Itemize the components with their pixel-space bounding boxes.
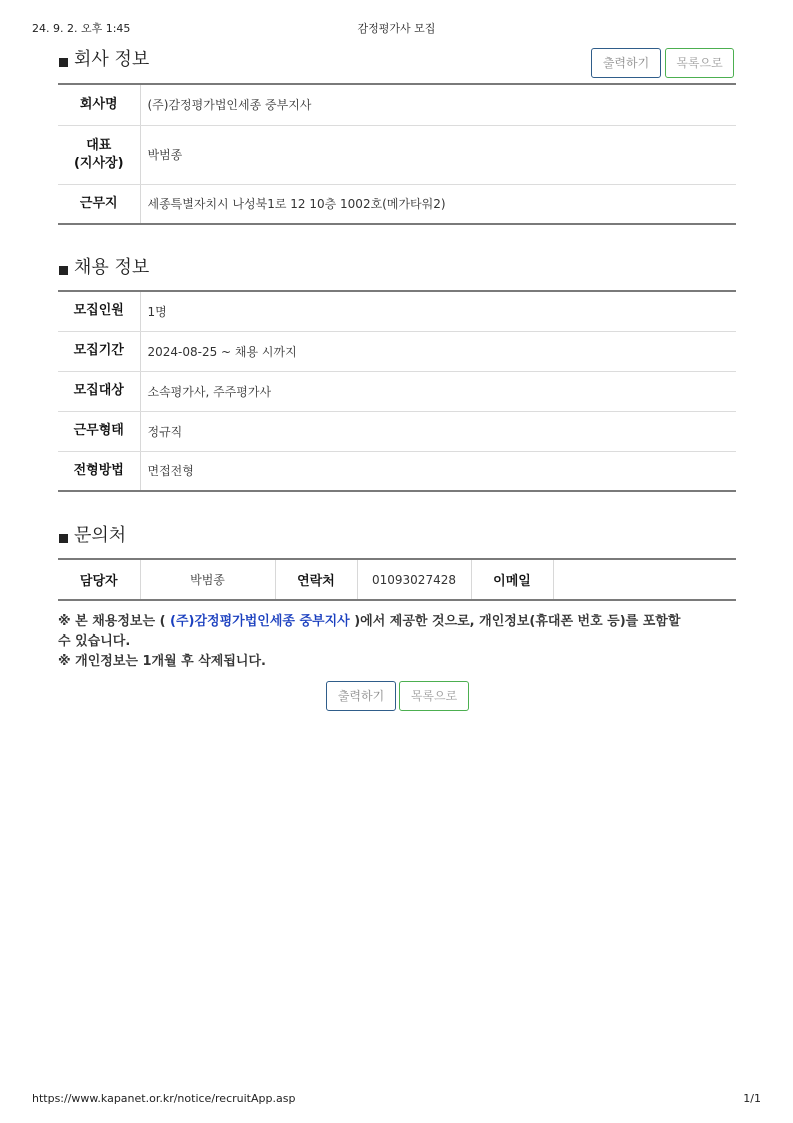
print-footer <box>32 1092 761 1108</box>
print-button-bottom[interactable]: 출력하기 <box>326 681 396 711</box>
period-value: 2024-08-25 ~ 채용 시까지 <box>140 331 736 371</box>
phone-label: 연락처 <box>275 559 357 600</box>
table-row <box>58 184 736 224</box>
headcount-value: 1명 <box>140 291 736 331</box>
company-name-value: (주)감정평가법인세종 중부지사 <box>140 84 736 125</box>
representative-value: 박범종 <box>140 125 736 184</box>
manager-label: 담당자 <box>58 559 140 600</box>
list-button-bottom[interactable]: 목록으로 <box>399 681 469 711</box>
contact-section-title: 문의처 <box>74 525 127 546</box>
headcount-label: 모집인원 <box>58 291 140 331</box>
notice-company-name: (주)감정평가법인세종 중부지사 <box>170 614 350 629</box>
recruit-section-header <box>58 256 736 286</box>
notice-suffix: )에서 제공한 것으로, 개인정보(휴대폰 번호 등)를 포함할 <box>349 614 681 629</box>
table-row <box>58 559 736 600</box>
representative-label-line2: (지사장) <box>73 155 124 171</box>
list-button-top[interactable]: 목록으로 <box>665 48 734 78</box>
notice-line-3: ※ 개인정보는 1개월 후 삭제됩니다. <box>58 654 266 669</box>
recruit-info-table <box>58 290 736 492</box>
selection-method-label: 전형방법 <box>58 451 140 491</box>
workplace-label: 근무지 <box>58 184 140 224</box>
contact-table <box>58 558 736 601</box>
employment-type-value: 정규직 <box>140 411 736 451</box>
table-row <box>58 411 736 451</box>
company-info-table <box>58 83 736 225</box>
email-label: 이메일 <box>471 559 553 600</box>
selection-method-value: 면접전형 <box>147 464 194 479</box>
representative-label <box>58 125 140 184</box>
table-row <box>58 125 736 184</box>
print-date: 24. 9. 2. 오후 1:45 <box>32 22 131 35</box>
square-bullet-icon <box>59 534 68 543</box>
workplace-value: 세종특별자치시 나성북1로 12 10층 1002호(메가타워2) <box>147 197 446 212</box>
target-value: 소속평가사, 주주평가사 <box>140 371 736 411</box>
square-bullet-icon <box>59 266 68 275</box>
table-row <box>58 371 736 411</box>
table-row <box>58 84 736 125</box>
phone-value: 01093027428 <box>357 559 471 600</box>
table-row <box>58 331 736 371</box>
representative-label-line1: 대표 <box>86 137 112 153</box>
notice-prefix: ※ 본 채용정보는 ( <box>58 614 171 629</box>
document-title: 감정평가사 모집 <box>357 22 436 35</box>
page-number: 1/1 <box>743 1092 761 1105</box>
square-bullet-icon <box>59 58 68 67</box>
contact-section-header <box>58 524 736 554</box>
manager-value: 박범종 <box>140 559 275 600</box>
period-label: 모집기간 <box>58 331 140 371</box>
employment-type-label: 근무형태 <box>58 411 140 451</box>
privacy-notice <box>58 612 736 672</box>
recruit-section-title: 채용 정보 <box>74 257 150 278</box>
company-name-label: 회사명 <box>58 84 140 125</box>
table-row <box>58 451 736 491</box>
notice-line-2: 수 있습니다. <box>58 634 131 649</box>
print-button-top[interactable]: 출력하기 <box>591 48 661 78</box>
email-value <box>553 559 736 600</box>
table-row <box>58 291 736 331</box>
company-section-title: 회사 정보 <box>74 49 150 70</box>
notice-line-1 <box>58 612 736 632</box>
print-header <box>32 20 761 36</box>
target-label: 모집대상 <box>58 371 140 411</box>
page-url: https://www.kapanet.or.kr/notice/recruitApp.asp <box>32 1092 296 1105</box>
